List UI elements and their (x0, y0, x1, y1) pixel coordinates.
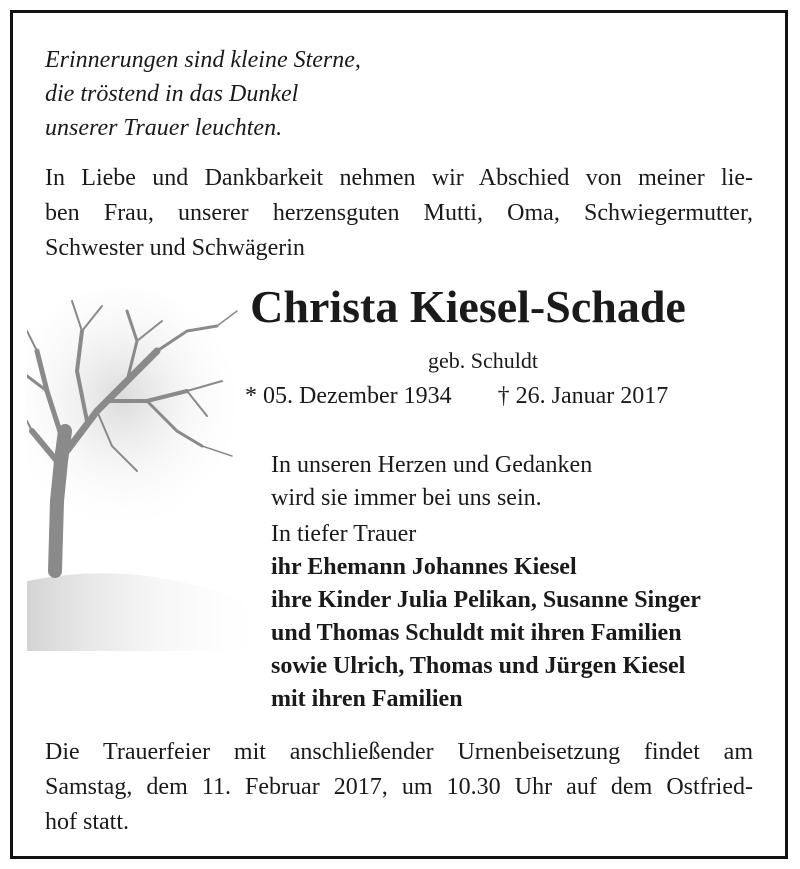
funeral-line: Samstag, dem 11. Februar 2017, um 10.30 Uhr auf dem Ostfried- (45, 774, 753, 800)
funeral-line: Die Trauerfeier mit anschließender Urnenbeisetzung findet am (45, 739, 753, 765)
mourner-line: ihr Ehemann Johannes Kiesel (271, 554, 577, 580)
mourner-line: sowie Ulrich, Thomas und Jürgen Kiesel (271, 653, 686, 679)
obituary-frame (10, 10, 788, 859)
intro-line: In Liebe und Dankbarkeit nehmen wir Abschied von meiner lie- (45, 165, 753, 191)
motto-line: In unseren Herzen und Gedanken (271, 452, 593, 478)
mourner-line: ihre Kinder Julia Pelikan, Susanne Singer (271, 587, 701, 613)
funeral-line: hof statt. (45, 809, 129, 835)
deceased-name: Christa Kiesel-Schade (250, 281, 686, 332)
intro-line: Schwester und Schwägerin (45, 235, 305, 261)
funeral-notice (45, 735, 753, 840)
birth-date: * 05. Dezember 1934 (245, 383, 452, 409)
mourners-heading: In tiefer Trauer (271, 521, 417, 547)
poem-line: Erinnerungen sind kleine Sterne, (45, 47, 361, 73)
mourner-line: mit ihren Familien (271, 686, 463, 712)
death-date: † 26. Januar 2017 (497, 383, 669, 409)
poem (45, 43, 361, 145)
motto-line: wird sie immer bei uns sein. (271, 485, 542, 511)
poem-line: unserer Trauer leuchten. (45, 115, 283, 141)
mourners-block (271, 518, 701, 716)
intro-line: ben Frau, unserer herzensguten Mutti, Oma, Schwiegermutter, (45, 200, 753, 226)
bare-tree-icon (27, 281, 277, 651)
life-dates (245, 379, 668, 413)
motto (271, 449, 592, 515)
poem-line: die tröstend in das Dunkel (45, 81, 299, 107)
mourner-line: und Thomas Schuldt mit ihren Familien (271, 620, 682, 646)
birth-name: geb. Schuldt (428, 348, 538, 373)
intro-paragraph (45, 161, 753, 266)
